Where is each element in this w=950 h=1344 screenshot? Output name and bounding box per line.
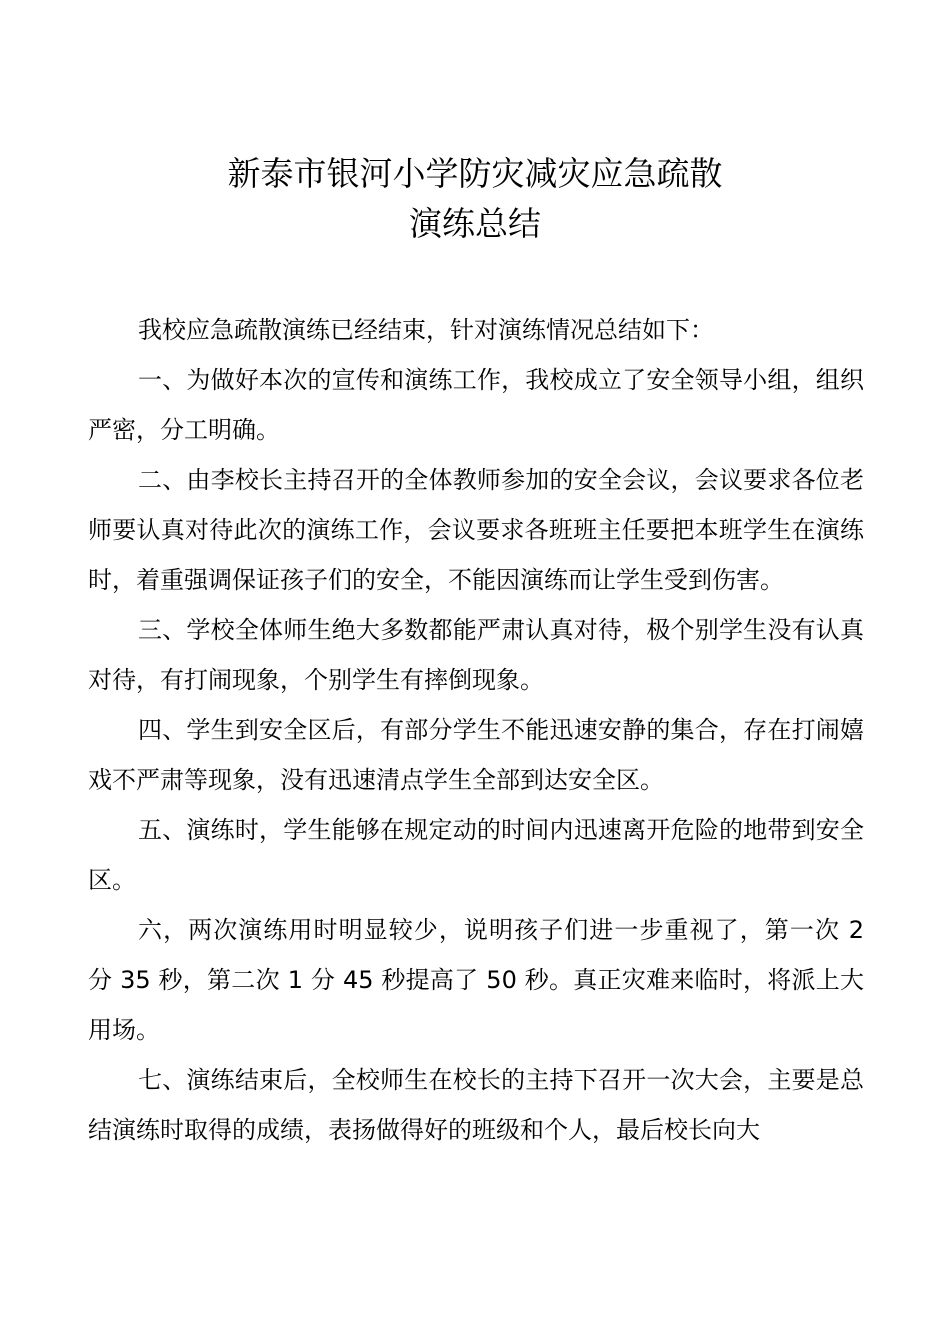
paragraph-2: 二、由李校长主持召开的全体教师参加的安全会议，会议要求各位老师要认真对待此次的演练工作，会议要求各班班主任要把本班学生在演练时，着重强调保证孩子们的安全，不能因演练而让学生受到伤害。 — [88, 466, 864, 594]
document-title-line-2: 演练总结 — [409, 204, 541, 243]
paragraph-7: 七、演练结束后，全校师生在校长的主持下召开一次大会，主要是总结演练时取得的成绩，表扬做得好的班级和个人，最后校长向大 — [88, 1066, 864, 1144]
paragraph-5: 五、演练时，学生能够在规定动的时间内迅速离开危险的地带到安全区。 — [88, 816, 864, 894]
document-body — [88, 305, 864, 1155]
document-title-line-1: 新泰市银河小学防灾减灾应急疏散 — [227, 154, 723, 193]
paragraph-3: 三、学校全体师生绝大多数都能严肃认真对待，极个别学生没有认真对待，有打闹现象，个别学生有摔倒现象。 — [88, 616, 864, 694]
paragraph-intro: 我校应急疏散演练已经结束，针对演练情况总结如下： — [138, 316, 714, 344]
paragraph-4: 四、学生到安全区后，有部分学生不能迅速安静的集合，存在打闹嬉戏不严肃等现象，没有迅速清点学生全部到达安全区。 — [88, 716, 864, 794]
paragraph-1: 一、为做好本次的宣传和演练工作，我校成立了安全领导小组，组织严密，分工明确。 — [88, 366, 864, 444]
paragraph-6: 六，两次演练用时明显较少，说明孩子们进一步重视了，第一次 2 分 35 秒，第二次 1 分 45 秒提高了 50 秒。真正灾难来临时，将派上大用场。 — [88, 916, 864, 1044]
